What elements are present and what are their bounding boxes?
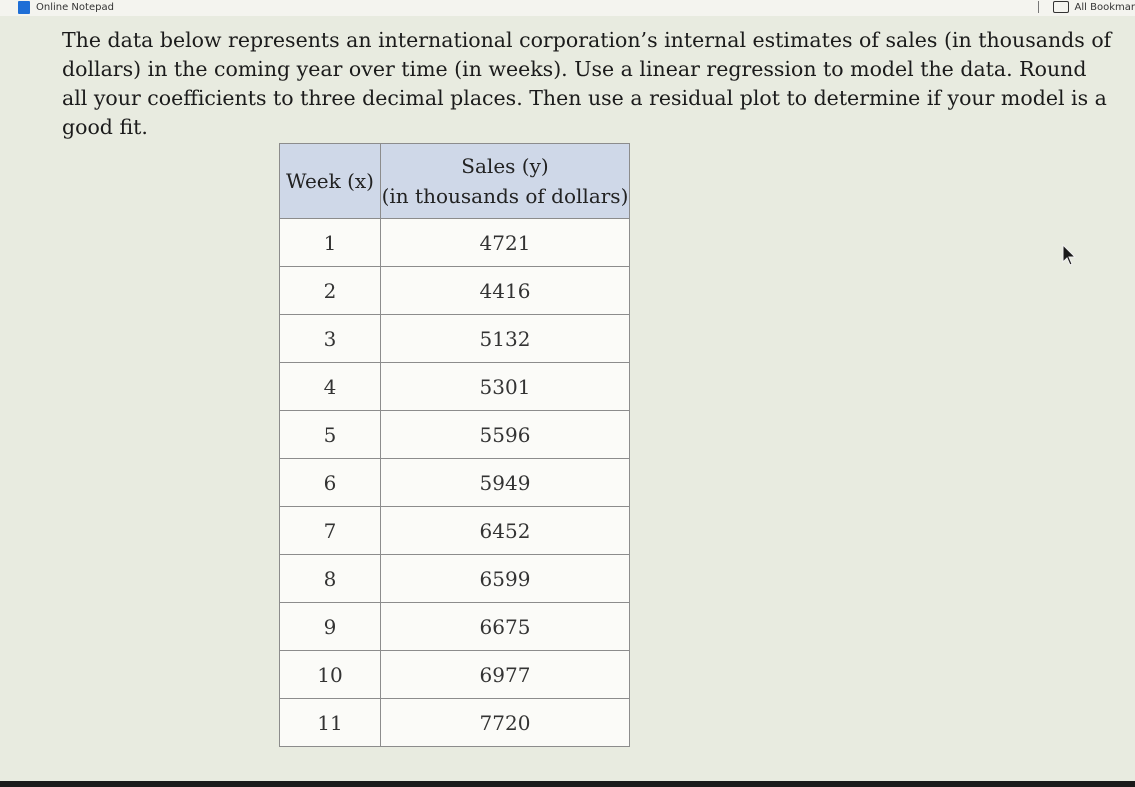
week-cell: 1 bbox=[280, 219, 381, 267]
header-sales-line2: (in thousands of dollars) bbox=[381, 184, 629, 208]
sales-cell: 6452 bbox=[381, 507, 630, 555]
sales-cell: 5949 bbox=[381, 459, 630, 507]
bookmarks-divider bbox=[1038, 1, 1039, 13]
question-prompt: The data below represents an international corporation’s internal estimates of sales (in thousands of dollars) in the coming year over time (in weeks). Use a linear regression to model the data. Round all your coefficients to three decimal places. Then use a residual plot to determine if your model is a good fit. bbox=[62, 28, 1112, 139]
sales-cell: 4721 bbox=[381, 219, 630, 267]
notepad-icon bbox=[18, 1, 30, 14]
sales-cell: 5596 bbox=[381, 411, 630, 459]
table-row bbox=[280, 315, 630, 363]
data-table bbox=[279, 143, 630, 747]
table-row bbox=[280, 411, 630, 459]
week-cell: 11 bbox=[280, 699, 381, 747]
table-row bbox=[280, 267, 630, 315]
sales-cell: 6675 bbox=[381, 603, 630, 651]
sales-cell: 4416 bbox=[381, 267, 630, 315]
week-cell: 8 bbox=[280, 555, 381, 603]
sales-cell: 5301 bbox=[381, 363, 630, 411]
table-row bbox=[280, 363, 630, 411]
folder-icon bbox=[1053, 1, 1069, 13]
table-row bbox=[280, 699, 630, 747]
bookmark-online-notepad[interactable] bbox=[18, 1, 114, 14]
page-content bbox=[0, 16, 1135, 781]
bookmarks-bar bbox=[0, 0, 1135, 16]
table-row bbox=[280, 219, 630, 267]
table-header-row bbox=[280, 144, 630, 219]
week-cell: 4 bbox=[280, 363, 381, 411]
all-bookmarks-label: All Bookmar bbox=[1074, 1, 1135, 13]
header-week: Week (x) bbox=[280, 144, 381, 219]
week-cell: 9 bbox=[280, 603, 381, 651]
sales-cell: 6977 bbox=[381, 651, 630, 699]
week-cell: 3 bbox=[280, 315, 381, 363]
sales-cell: 5132 bbox=[381, 315, 630, 363]
week-cell: 7 bbox=[280, 507, 381, 555]
table-row bbox=[280, 459, 630, 507]
header-sales bbox=[381, 144, 630, 219]
week-cell: 6 bbox=[280, 459, 381, 507]
table-row bbox=[280, 603, 630, 651]
bookmark-label: Online Notepad bbox=[36, 2, 114, 13]
bookmark-all-bookmarks[interactable] bbox=[1038, 1, 1135, 13]
screen-bottom-bezel bbox=[0, 781, 1135, 787]
table-row bbox=[280, 555, 630, 603]
sales-cell: 7720 bbox=[381, 699, 630, 747]
week-cell: 10 bbox=[280, 651, 381, 699]
week-cell: 2 bbox=[280, 267, 381, 315]
header-sales-line1: Sales (y) bbox=[461, 154, 549, 178]
table-row bbox=[280, 651, 630, 699]
table-row bbox=[280, 507, 630, 555]
sales-cell: 6599 bbox=[381, 555, 630, 603]
week-cell: 5 bbox=[280, 411, 381, 459]
